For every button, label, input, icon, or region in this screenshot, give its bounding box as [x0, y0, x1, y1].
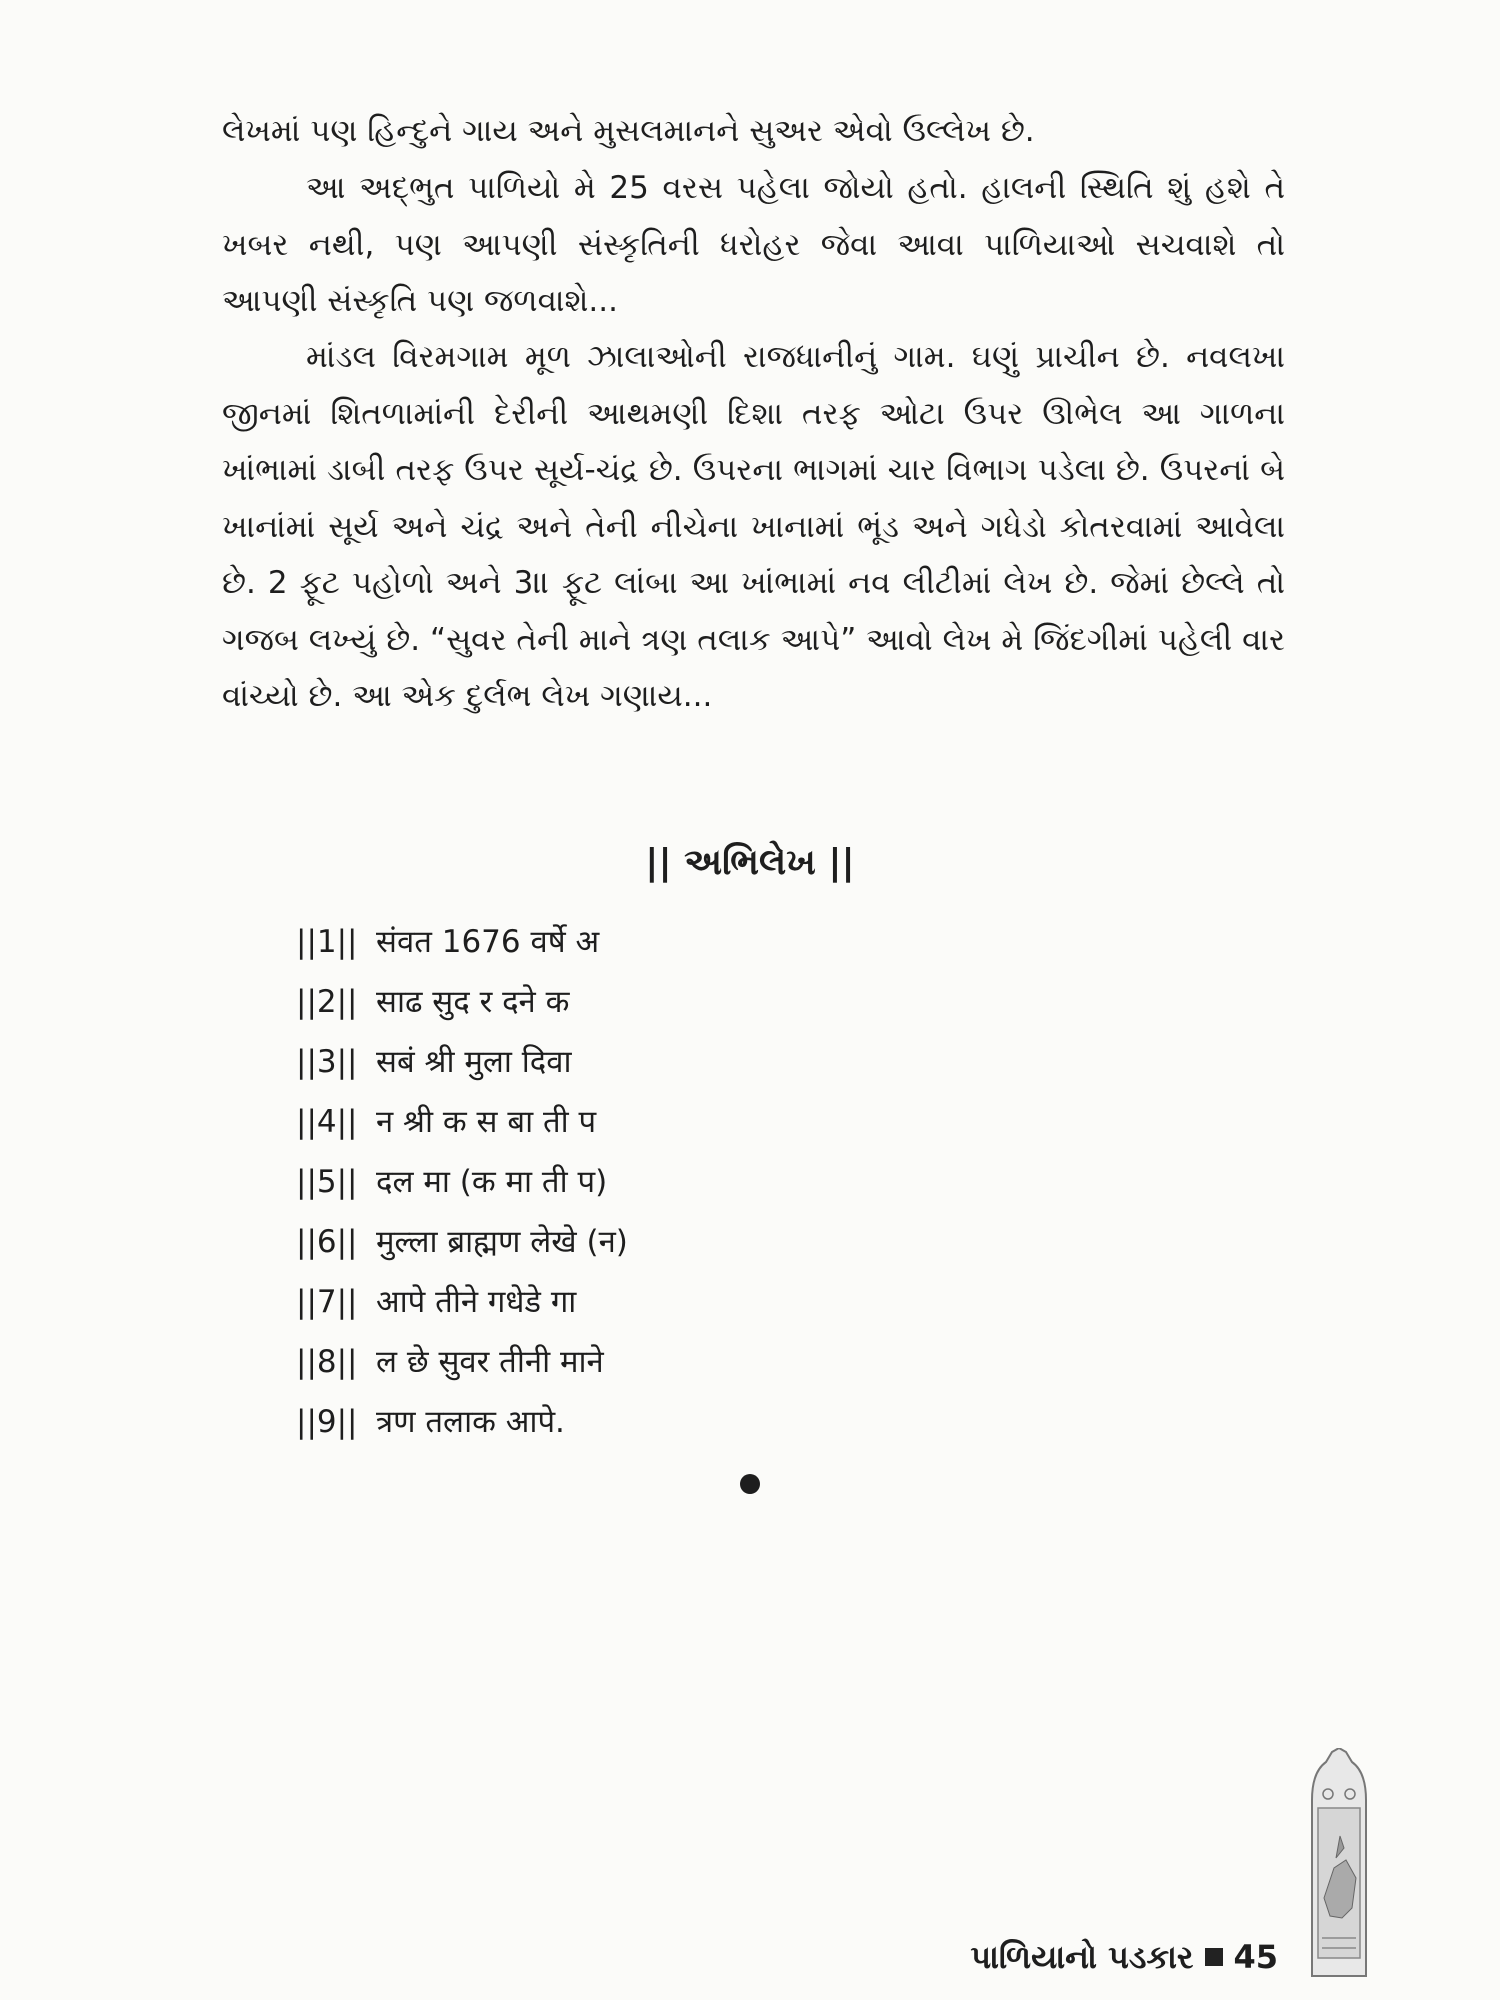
line-number: ||8||	[296, 1344, 358, 1380]
inscription-line	[296, 1272, 628, 1332]
paragraph-2: આ અદ્ભુત પાળિયો મે 25 વરસ પહેલા જોયો હતો. હાલની સ્થિતિ શું હશે તે ખબર નથી, પણ આપણી સંસ્કૃતિની ધરોહર જેવા આવા પાળિયાઓ સચવાશે તો આપણી સંસ્કૃતિ પણ જળવાશે...	[222, 170, 1285, 319]
inscription-line	[296, 1032, 628, 1092]
line-text: त्रण तलाक आपे.	[376, 1404, 565, 1440]
line-text: आपे तीने गधेडे गा	[376, 1284, 577, 1320]
line-text: संवत 1676 वर्षे अ	[376, 924, 600, 960]
inscription-heading: || અભિલેખ ||	[645, 842, 855, 883]
line-number: ||6||	[296, 1224, 358, 1260]
inscription-line	[296, 1392, 628, 1452]
line-text: सबं श्री मुला दिवा	[376, 1044, 572, 1080]
line-text: न श्री क स बा ती प	[376, 1104, 597, 1140]
line-number: ||9||	[296, 1404, 358, 1440]
line-text: साढ सुद र दने क	[376, 984, 570, 1020]
line-number: ||1||	[296, 924, 358, 960]
inscription-line	[296, 1092, 628, 1152]
line-number: ||7||	[296, 1284, 358, 1320]
inscription-list	[296, 912, 628, 1452]
page-number: 45	[1233, 1938, 1278, 1976]
line-text: मुल्ला ब्राह्मण लेखे (न)	[376, 1224, 628, 1260]
line-number: ||5||	[296, 1164, 358, 1200]
inscription-line	[296, 1152, 628, 1212]
line-number: ||3||	[296, 1044, 358, 1080]
line-text: ल छे सुवर तीनी माने	[376, 1344, 604, 1380]
square-bullet-icon	[1205, 1948, 1223, 1966]
memorial-stone-icon	[1306, 1748, 1372, 1978]
inscription-line	[296, 1212, 628, 1272]
page-footer	[970, 1938, 1278, 1977]
inscription-line	[296, 912, 628, 972]
inscription-line	[296, 1332, 628, 1392]
book-title: પાળિયાનો પડકાર	[970, 1938, 1194, 1976]
line-number: ||2||	[296, 984, 358, 1020]
paragraph-1: લેખમાં પણ હિન્દુને ગાય અને મુસલમાનને સુઅર એવો ઉલ્લેખ છે.	[222, 113, 1035, 149]
line-number: ||4||	[296, 1104, 358, 1140]
paragraph-3: માંડલ વિરમગામ મૂળ ઝાલાઓની રાજધાનીનું ગામ. ઘણું પ્રાચીન છે. નવલખા જીનમાં શિતળામાંની દેરીની આથમણી દિશા તરફ ઓટા ઉપર ઊભેલ આ ગાળના ખાંભામાં ડાબી તરફ ઉપર સૂર્ય-ચંદ્ર છે. ઉપરના ભાગમાં ચાર વિભાગ પડેલા છે. ઉપરનાં બે ખાનાંમાં સૂર્ય અને ચંદ્ર અને તેની નીચેના ખાનામાં ભૂંડ અને ગધેડો કોતરવામાં આવેલા છે. 2 ફૂટ પહોળો અને 3॥ ફૂટ લાંબા આ ખાંભામાં નવ લીટીમાં લેખ છે. જેમાં છેલ્લે તો ગજબ લખ્યું છે. “સુવર તેની માને ત્રણ તલાક આપે” આવો લેખ મે જિંદગીમાં પહેલી વાર વાંચ્યો છે. આ એક દુર્લભ લેખ ગણાય...	[222, 339, 1285, 714]
inscription-line	[296, 972, 628, 1032]
section-end-bullet	[740, 1474, 760, 1494]
line-text: दल मा (क मा ती प)	[376, 1164, 608, 1200]
